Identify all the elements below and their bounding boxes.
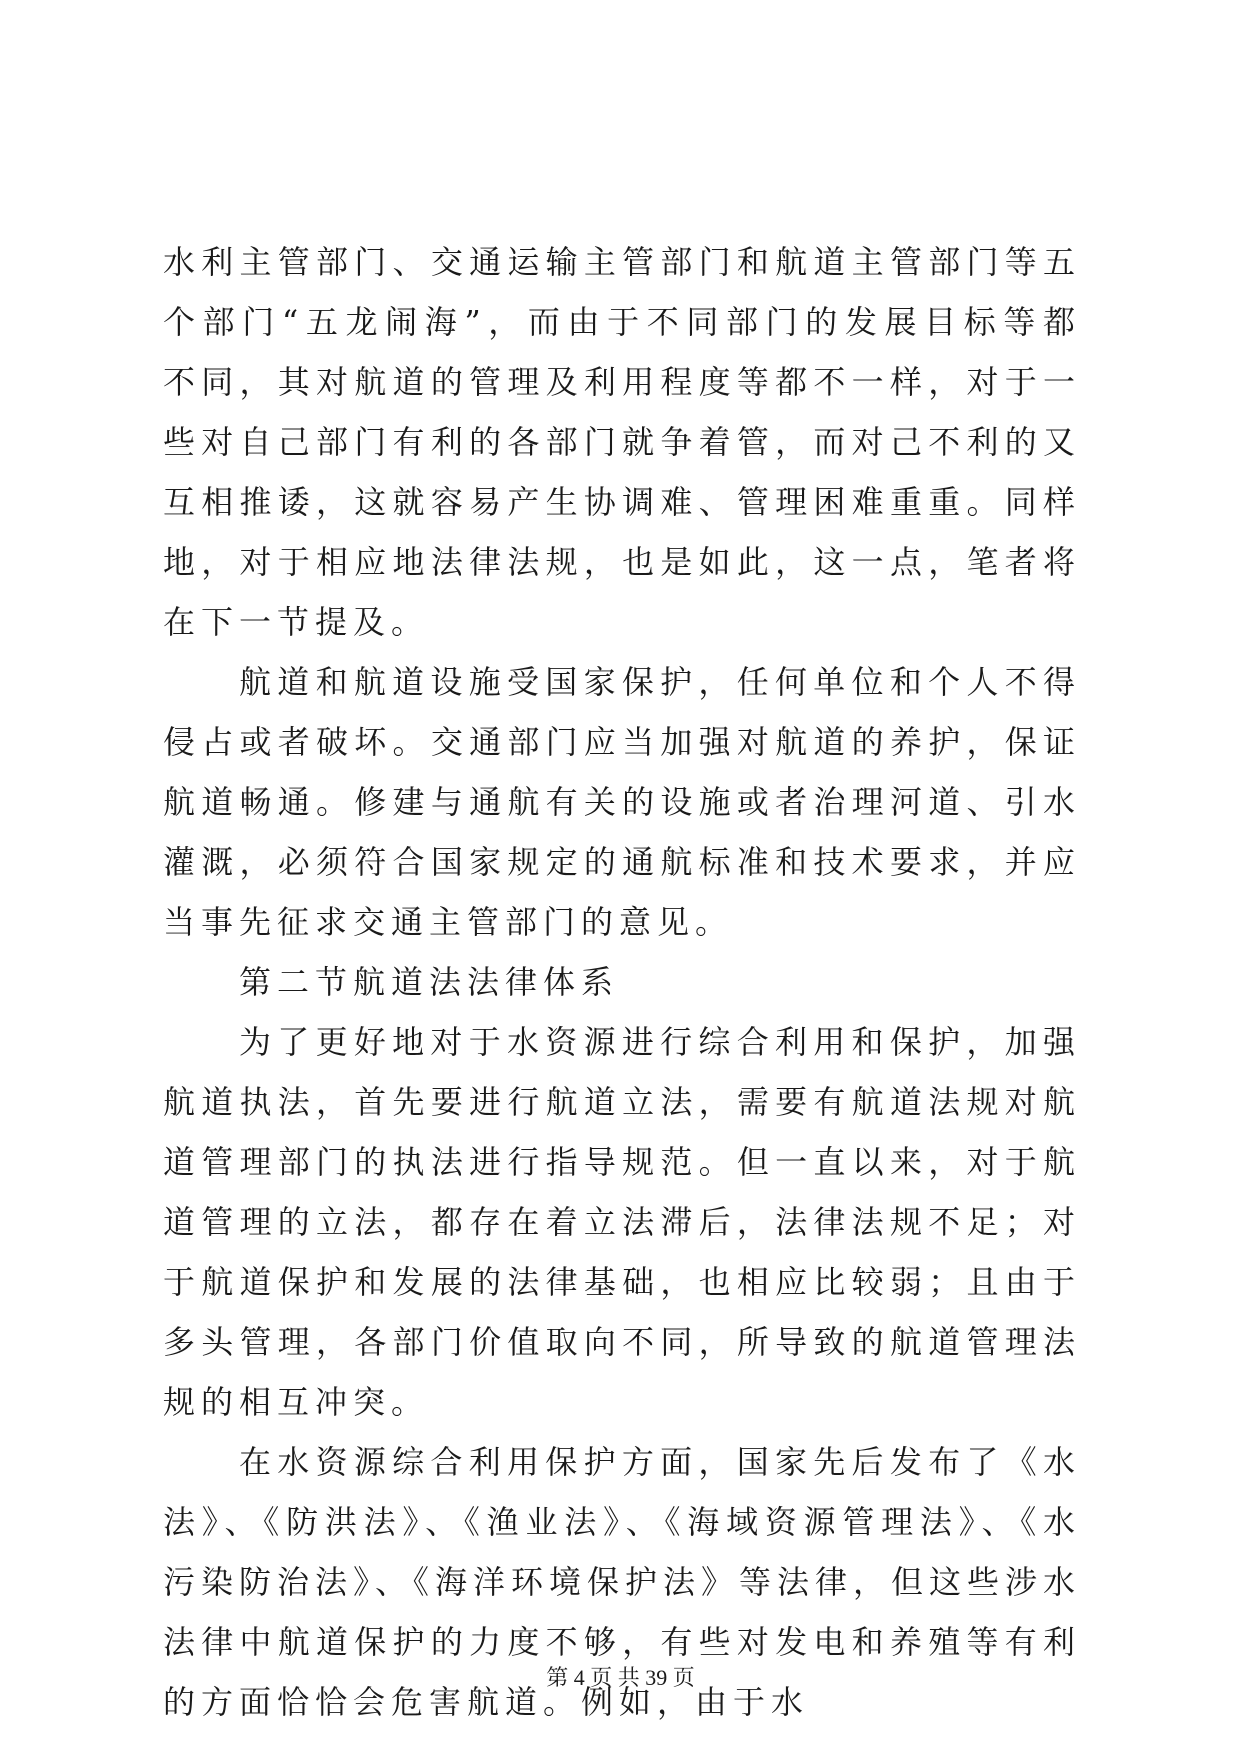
page-number-footer: 第 4 页 共 39 页 — [546, 1665, 695, 1690]
section-heading: 第二节航道法法律体系 — [239, 963, 620, 1001]
paragraph-continuation: 水利主管部门、交通运输主管部门和航道主管部门等五个部门“五龙闹海”，而由于不同部门的发展目标等都不同，其对航道的管理及利用程度等都不一样，对于一些对自己部门有利的各部门就争着管，而对己不利的又互相推诿，这就容易产生协调难、管理困难重重。同样地，对于相应地法律法规，也是如此，这一点，笔者将在下一节提及。 — [163, 243, 1081, 641]
paragraph-laws: 在水资源综合利用保护方面，国家先后发布了《水法》、《防洪法》、《渔业法》、《海域资源管理法》、《水污染防治法》、《海洋环境保护法》等法律，但这些涉水法律中航道保护的力度不够，有些对发电和养殖等有利的方面恰恰会危害航道。例如，由于水 — [163, 1443, 1082, 1721]
paragraph-legislation: 为了更好地对于水资源进行综合利用和保护，加强航道执法，首先要进行航道立法，需要有航道法规对航道管理部门的执法进行指导规范。但一直以来，对于航道管理的立法，都存在着立法滞后，法律法规不足；对于航道保护和发展的法律基础，也相应比较弱；且由于多头管理，各部门价值取向不同，所导致的航道管理法规的相互冲突。 — [163, 1023, 1081, 1421]
paragraph-waterway-protection: 航道和航道设施受国家保护，任何单位和个人不得侵占或者破坏。交通部门应当加强对航道的养护，保证航道畅通。修建与通航有关的设施或者治理河道、引水灌溉，必须符合国家规定的通航标准和技术要求，并应当事先征求交通主管部门的意见。 — [163, 663, 1081, 941]
body-text — [163, 232, 1081, 1732]
